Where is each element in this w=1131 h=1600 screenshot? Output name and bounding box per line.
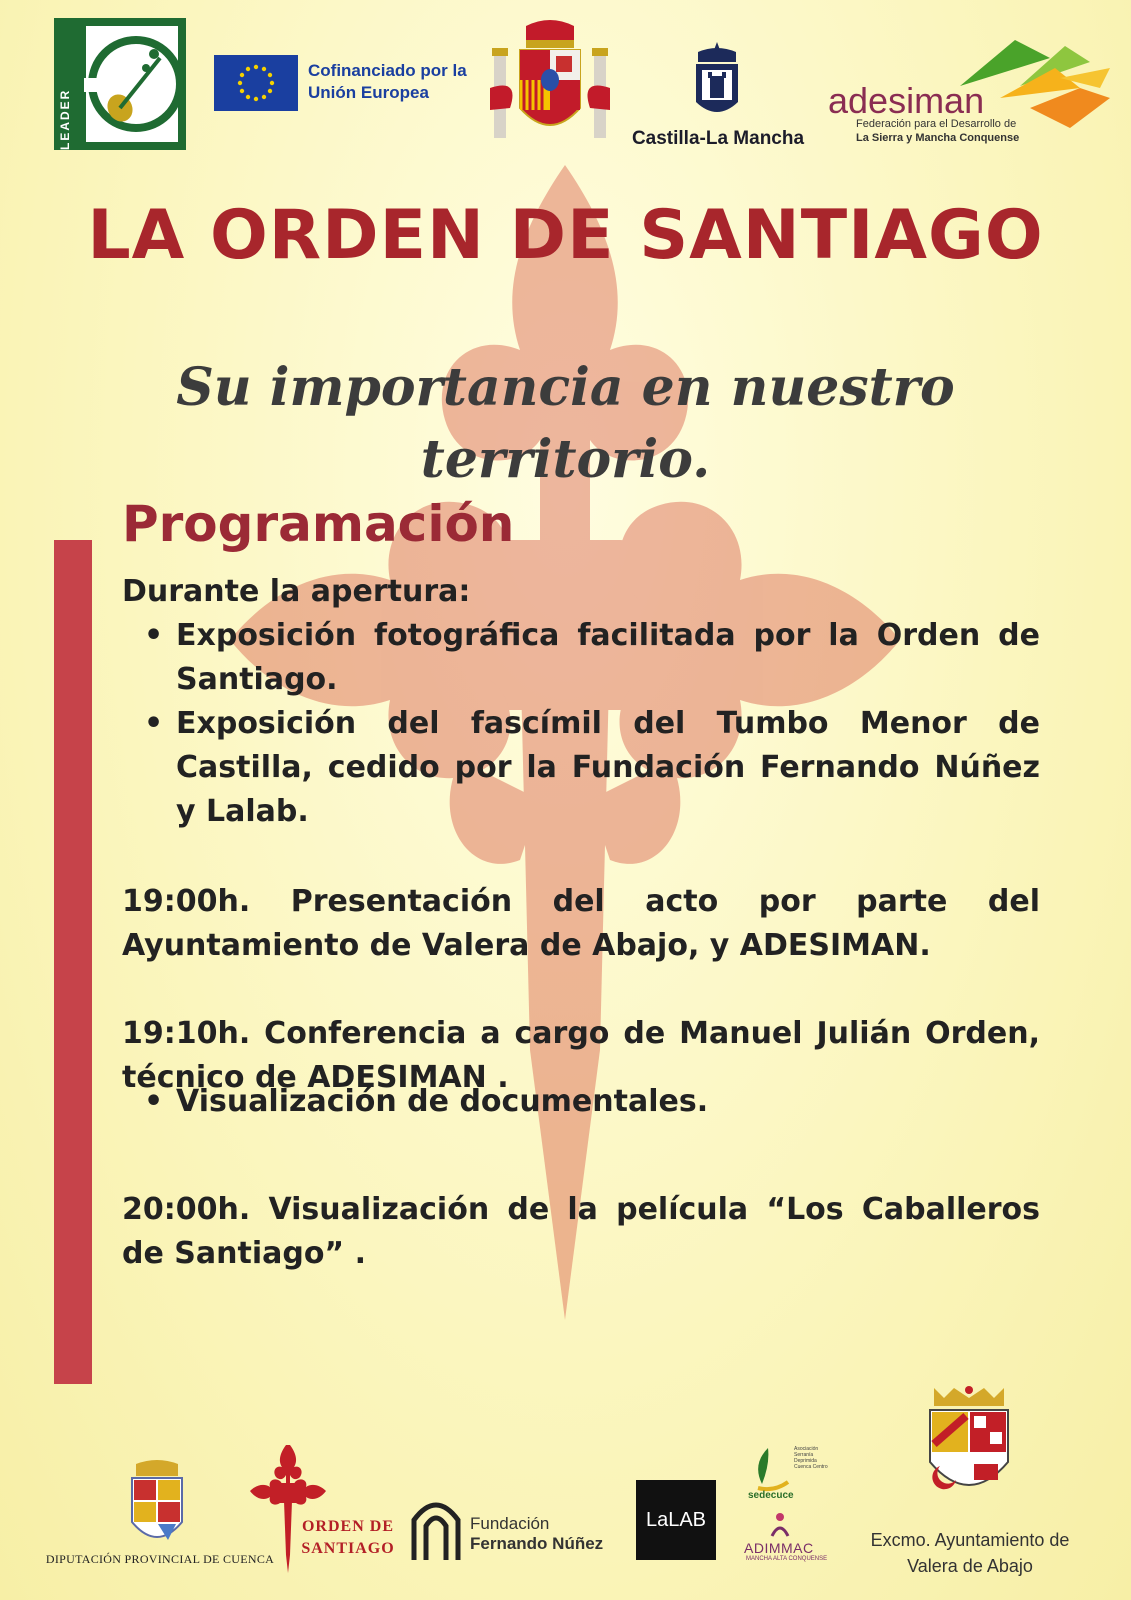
schedule-2000: 20:00h. Visualización de la película “Los Caballeros de Santiago” . xyxy=(122,1192,1040,1271)
sedecuce-description: Asociación Serranía Deprimida Cuenca Centro xyxy=(794,1446,828,1470)
diputacion-text: DIPUTACIÓN PROVINCIAL DE CUENCA xyxy=(45,1552,275,1566)
orden-line-2: SANTIAGO xyxy=(301,1540,395,1557)
list-item: • Exposición del fascímil del Tumbo Menor de Castilla, cedido por la Fundación Fernando Núñez y Lalab. xyxy=(140,702,1040,834)
castilla-la-mancha-emblem-icon xyxy=(690,42,744,122)
leader-label: LEADER xyxy=(58,88,72,150)
lalab-logo: LaLAB xyxy=(636,1480,716,1560)
fundacion-label-2: Fernando Núñez xyxy=(470,1534,604,1553)
adimmac-subtitle: MANCHA ALTA CONQUENSE xyxy=(746,1556,828,1562)
schedule-1910-list xyxy=(140,1080,1040,1124)
program-heading: Programación xyxy=(122,495,515,553)
event-subtitle: Su importancia en nuestro territorio. xyxy=(176,357,955,490)
event-title: LA ORDEN DE SANTIAGO xyxy=(87,196,1044,275)
program-accent-bar xyxy=(54,540,92,1384)
opening-label: Durante la apertura: xyxy=(122,574,471,609)
fundacion-arch-icon xyxy=(410,1494,462,1560)
valera-label-2: Valera de Abajo xyxy=(907,1556,1033,1576)
adimmac-name: ADIMMAC xyxy=(744,1540,814,1556)
adesiman-subtitle-1: Federación para el Desarrollo de xyxy=(856,118,1017,130)
sedecuce-name: sedecuce xyxy=(748,1490,794,1501)
sedecuce-leaf-icon xyxy=(748,1444,790,1494)
list-item: • Exposición fotográfica facilitada por la Orden de Santiago. xyxy=(140,614,1040,702)
adesiman-name: adesiman xyxy=(828,80,985,121)
fundacion-label-1: Fundación xyxy=(470,1514,550,1533)
orden-line-1: ORDEN DE xyxy=(301,1518,394,1535)
spain-coat-of-arms-icon xyxy=(490,18,610,146)
valera-label-1: Excmo. Ayuntamiento de xyxy=(870,1530,1070,1550)
adimmac-figure-icon xyxy=(766,1512,794,1538)
eu-cofinanciado-text: Cofinanciado por la Unión Europea xyxy=(308,61,467,102)
schedule-1900: 19:00h. Presentación del acto por parte del Ayuntamiento de Valera de Abajo, y ADESIMAN. xyxy=(122,884,1040,963)
opening-list xyxy=(140,614,1040,834)
valera-coat-of-arms-icon xyxy=(910,1384,1028,1502)
list-item: • Visualización de documentales. xyxy=(140,1080,1040,1124)
castilla-la-mancha-text: Castilla-La Mancha xyxy=(631,128,805,149)
diputacion-coat-of-arms-icon xyxy=(124,1460,190,1550)
schedule-1910: 19:10h. Conferencia a cargo de Manuel Julián Orden, técnico de ADESIMAN . xyxy=(122,1016,1040,1095)
adesiman-subtitle-2: La Sierra y Mancha Conquense xyxy=(856,132,1020,144)
eu-flag-icon xyxy=(214,55,298,111)
orden-santiago-label xyxy=(296,1516,400,1560)
